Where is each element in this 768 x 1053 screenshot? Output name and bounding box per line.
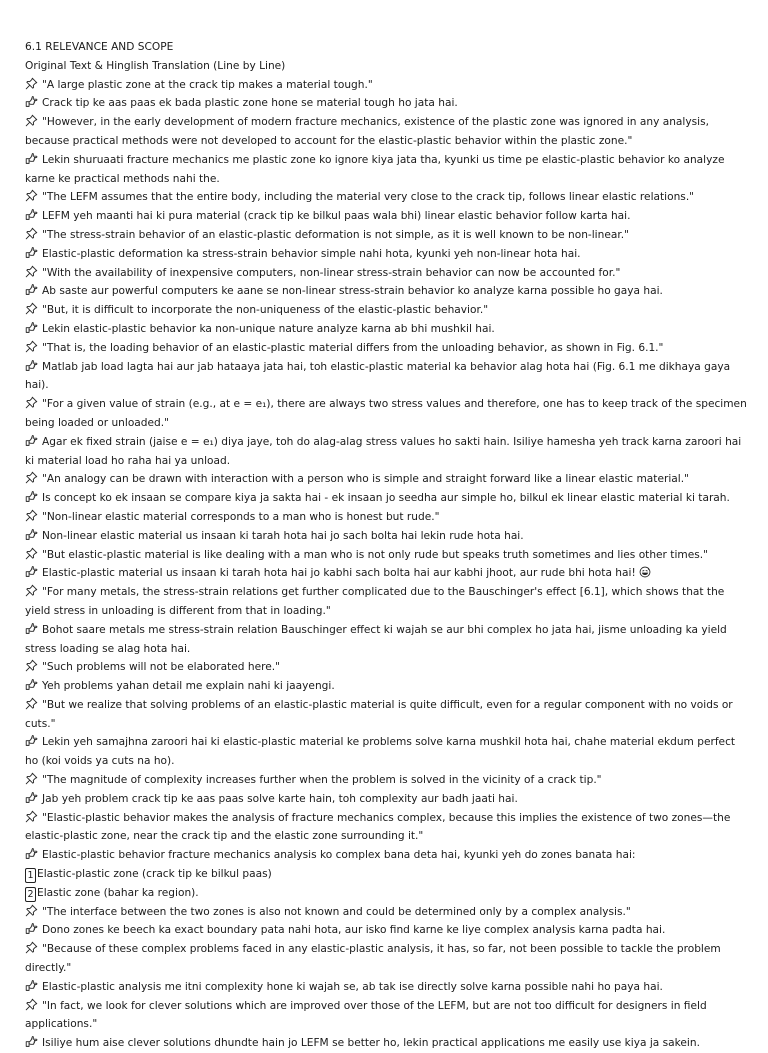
line-text: Ab saste aur powerful computers ke aane se non-linear stress-strain behavior ko analyze karna possible ho gaya hai. xyxy=(42,285,663,298)
original-text-line xyxy=(25,264,747,283)
line-text: "The interface between the two zones is also not known and could be determined only by a complex analysis." xyxy=(42,905,631,918)
line-text: "That is, the loading behavior of an elastic-plastic material differs from the unloading behavior, as shown in Fig. 6.1." xyxy=(42,341,664,354)
pushpin-icon xyxy=(25,77,38,90)
pushpin-icon xyxy=(25,697,38,710)
translation-line xyxy=(25,790,747,809)
pushpin-icon xyxy=(25,227,38,240)
translation-line xyxy=(25,677,747,696)
translation-line xyxy=(25,564,747,583)
translation-line xyxy=(25,151,747,189)
line-text: "In fact, we look for clever solutions which are improved over those of the LEFM, but are not too difficult for designers in field applications." xyxy=(25,999,707,1031)
line-text: "Non-linear elastic material corresponds to a man who is honest but rude." xyxy=(42,510,440,523)
pointing-hand-icon xyxy=(25,283,38,296)
line-text: Elastic zone (bahar ka region). xyxy=(37,886,199,899)
pushpin-icon xyxy=(25,396,38,409)
pushpin-icon xyxy=(25,189,38,202)
translation-line xyxy=(25,320,747,339)
pushpin-icon xyxy=(25,904,38,917)
original-text-line xyxy=(25,395,747,433)
line-text: LEFM yeh maanti hai ki pura material (crack tip ke bilkul paas wala bhi) linear elastic behavior follow karta hai. xyxy=(42,210,631,223)
pointing-hand-icon xyxy=(25,490,38,503)
original-text-line xyxy=(25,940,747,978)
line-text: "Because of these complex problems faced in any elastic-plastic analysis, it has, so far, not been possible to tackle the problem directly." xyxy=(25,943,721,975)
line-text: Elastic-plastic behavior fracture mechanics analysis ko complex bana deta hai, kyunki yeh do zones banata hai: xyxy=(42,849,636,862)
pointing-hand-icon xyxy=(25,979,38,992)
line-text: "Such problems will not be elaborated here." xyxy=(42,661,281,674)
line-text: "An analogy can be drawn with interaction with a person who is simple and straight forward like a linear elastic material." xyxy=(42,473,689,486)
pointing-hand-icon xyxy=(25,246,38,259)
original-text-line xyxy=(25,546,747,565)
line-text: Isiliye hum aise clever solutions dhundte hain jo LEFM se better ho, lekin practical applications me easily use kiya ja sakein. xyxy=(42,1037,700,1050)
section-heading: 6.1 RELEVANCE AND SCOPE xyxy=(25,41,174,53)
pointing-hand-icon xyxy=(25,791,38,804)
line-text: "The LEFM assumes that the entire body, including the material very close to the crack tip, follows linear elastic relations." xyxy=(42,191,695,204)
pointing-hand-icon xyxy=(25,734,38,747)
original-text-line xyxy=(25,226,747,245)
pointing-hand-icon xyxy=(25,1035,38,1048)
translation-line xyxy=(25,245,747,264)
line-text: Elastic-plastic deformation ka stress-strain behavior simple nahi hota, kyunki yeh non-linear hota hai. xyxy=(42,247,581,260)
pointing-hand-icon xyxy=(25,528,38,541)
original-text-line xyxy=(25,508,747,527)
pointing-hand-icon xyxy=(25,622,38,635)
original-text-line xyxy=(25,658,747,677)
line-text: "For many metals, the stress-strain relations get further complicated due to the Bauschinger's effect [6.1], which shows that the yield stress in unloading is different from that in loading." xyxy=(25,586,725,617)
pushpin-icon xyxy=(25,302,38,315)
pushpin-icon xyxy=(25,772,38,785)
translation-line xyxy=(25,207,747,226)
pushpin-icon xyxy=(25,509,38,522)
pushpin-icon xyxy=(25,340,38,353)
pushpin-icon xyxy=(25,659,38,672)
line-text: Is concept ko ek insaan se compare kiya ja sakta hai - ek insaan jo seedha aur simple ho, bilkul ek linear elastic material ki tarah. xyxy=(42,492,730,505)
line-text: Agar ek fixed strain (jaise e = e₁) diya jaye, toh do alag-alag stress values ho sakti hain. Isiliye hamesha yeh track karna zaroori hai ki material load ho raha hai ya unload. xyxy=(25,435,742,467)
line-text: "But we realize that solving problems of an elastic-plastic material is quite difficult, even for a regular component with no voids or cuts." xyxy=(25,698,733,730)
line-text: Yeh problems yahan detail me explain nahi ki jaayengi. xyxy=(42,680,335,693)
translation-line xyxy=(25,282,747,301)
line-text: "For a given value of strain (e.g., at e = e₁), there are always two stress values and therefore, one has to keep track of the specimen being loaded or unloaded." xyxy=(25,398,747,429)
line-text: Lekin yeh samajhna zaroori hai ki elastic-plastic material ke problems solve karna mushkil hota hai, chahe material ekdum perfect ho (koi voids ya cuts na ho). xyxy=(25,736,736,768)
line-text: "The magnitude of complexity increases further when the problem is solved in the vicinity of a crack tip." xyxy=(42,774,602,787)
line-text: "But, it is difficult to incorporate the non-uniqueness of the elastic-plastic behavior." xyxy=(42,304,489,317)
line-text: Elastic-plastic analysis me itni complexity hone ki wajah se, ab tak ise directly solve karna possible nahi ho paya hai. xyxy=(42,980,663,993)
original-text-line xyxy=(25,997,747,1035)
original-text-line xyxy=(25,301,747,320)
line-text: Bohot saare metals me stress-strain relation Bauschinger effect ki wajah se aur bhi complex ho jata hai, jisme unloading ka yield stress loading se alag hota hai. xyxy=(25,623,727,655)
translation-line xyxy=(25,921,747,940)
pushpin-icon xyxy=(25,941,38,954)
original-text-line xyxy=(25,696,747,734)
list-number-badge: 1 xyxy=(25,868,36,883)
original-text-line xyxy=(25,113,747,151)
pushpin-icon xyxy=(25,584,38,597)
translation-line xyxy=(25,527,747,546)
original-text-line xyxy=(25,76,747,95)
original-text-line xyxy=(25,903,747,922)
translation-line xyxy=(25,433,747,471)
pushpin-icon xyxy=(25,810,38,823)
translation-line xyxy=(25,733,747,771)
line-text: "With the availability of inexpensive computers, non-linear stress-strain behavior can now be accounted for." xyxy=(42,266,621,279)
pushpin-icon xyxy=(25,114,38,127)
line-text: "However, in the early development of modern fracture mechanics, existence of the plastic zone was ignored in any analysis, because practical methods were not developed to account for the elastic-plastic behavior within the plastic zone." xyxy=(25,116,709,147)
list-number-badge: 2 xyxy=(25,887,36,902)
line-text: "The stress-strain behavior of an elastic-plastic deformation is not simple, as it is well known to be non-linear." xyxy=(42,228,629,241)
line-text: "A large plastic zone at the crack tip makes a material tough." xyxy=(42,78,373,91)
pointing-hand-icon xyxy=(25,922,38,935)
original-text-line xyxy=(25,809,747,847)
pointing-hand-icon xyxy=(25,95,38,108)
translation-line xyxy=(25,358,747,396)
translation-line xyxy=(25,978,747,997)
pushpin-icon xyxy=(25,998,38,1011)
numbered-list-item xyxy=(25,884,747,903)
pointing-hand-icon xyxy=(25,847,38,860)
line-text: "Elastic-plastic behavior makes the analysis of fracture mechanics complex, because this implies the existence of two zones—the elastic-plastic zone, near the crack tip and the elastic zone surrounding it." xyxy=(25,811,731,843)
original-text-line xyxy=(25,583,747,621)
pointing-hand-icon xyxy=(25,565,38,578)
original-text-line xyxy=(25,470,747,489)
line-text: Dono zones ke beech ka exact boundary pata nahi hota, aur isko find karne ke liye complex analysis karna padta hai. xyxy=(42,924,666,937)
line-text: Jab yeh problem crack tip ke aas paas solve karte hain, toh complexity aur badh jaati hai. xyxy=(42,792,518,805)
pointing-hand-icon xyxy=(25,678,38,691)
original-text-line xyxy=(25,339,747,358)
translation-line xyxy=(25,489,747,508)
translation-line xyxy=(25,621,747,659)
section-subheading: Original Text & Hinglish Translation (Line by Line) xyxy=(25,59,286,72)
line-text: Crack tip ke aas paas ek bada plastic zone hone se material tough ho jata hai. xyxy=(42,97,458,110)
line-text: Lekin shuruaati fracture mechanics me plastic zone ko ignore kiya jata tha, kyunki us time pe elastic-plastic behavior ko analyze karne ke practical methods nahi the. xyxy=(25,153,725,185)
numbered-list-item xyxy=(25,865,747,884)
pushpin-icon xyxy=(25,471,38,484)
line-text: Lekin elastic-plastic behavior ka non-unique nature analyze karna ab bhi mushkil hai. xyxy=(42,322,495,335)
line-text: "But elastic-plastic material is like dealing with a man who is not only rude but speaks truth sometimes and lies other times." xyxy=(42,548,708,561)
pointing-hand-icon xyxy=(25,321,38,334)
pointing-hand-icon xyxy=(25,208,38,221)
original-text-line xyxy=(25,188,747,207)
document-page xyxy=(25,38,747,1053)
pointing-hand-icon xyxy=(25,359,38,372)
translation-line xyxy=(25,94,747,113)
translation-line xyxy=(25,1034,747,1053)
pointing-hand-icon xyxy=(25,434,38,447)
line-list xyxy=(25,76,747,1053)
translation-line xyxy=(25,846,747,865)
grinning-sweat-emoji xyxy=(639,566,651,578)
line-text: Elastic-plastic material us insaan ki tarah hota hai jo kabhi sach bolta hai aur kabhi jhoot, aur rude bhi hota hai! xyxy=(42,567,636,580)
line-text: Matlab jab load lagta hai aur jab hataaya jata hai, toh elastic-plastic material ka behavior alag hota hai (Fig. 6.1 me dikhaya gaya hai). xyxy=(25,360,731,392)
line-text: Elastic-plastic zone (crack tip ke bilkul paas) xyxy=(37,868,272,881)
pushpin-icon xyxy=(25,547,38,560)
pointing-hand-icon xyxy=(25,152,38,165)
original-text-line xyxy=(25,771,747,790)
line-text: Non-linear elastic material us insaan ki tarah hota hai jo sach bolta hai lekin rude hota hai. xyxy=(42,529,524,542)
pushpin-icon xyxy=(25,265,38,278)
